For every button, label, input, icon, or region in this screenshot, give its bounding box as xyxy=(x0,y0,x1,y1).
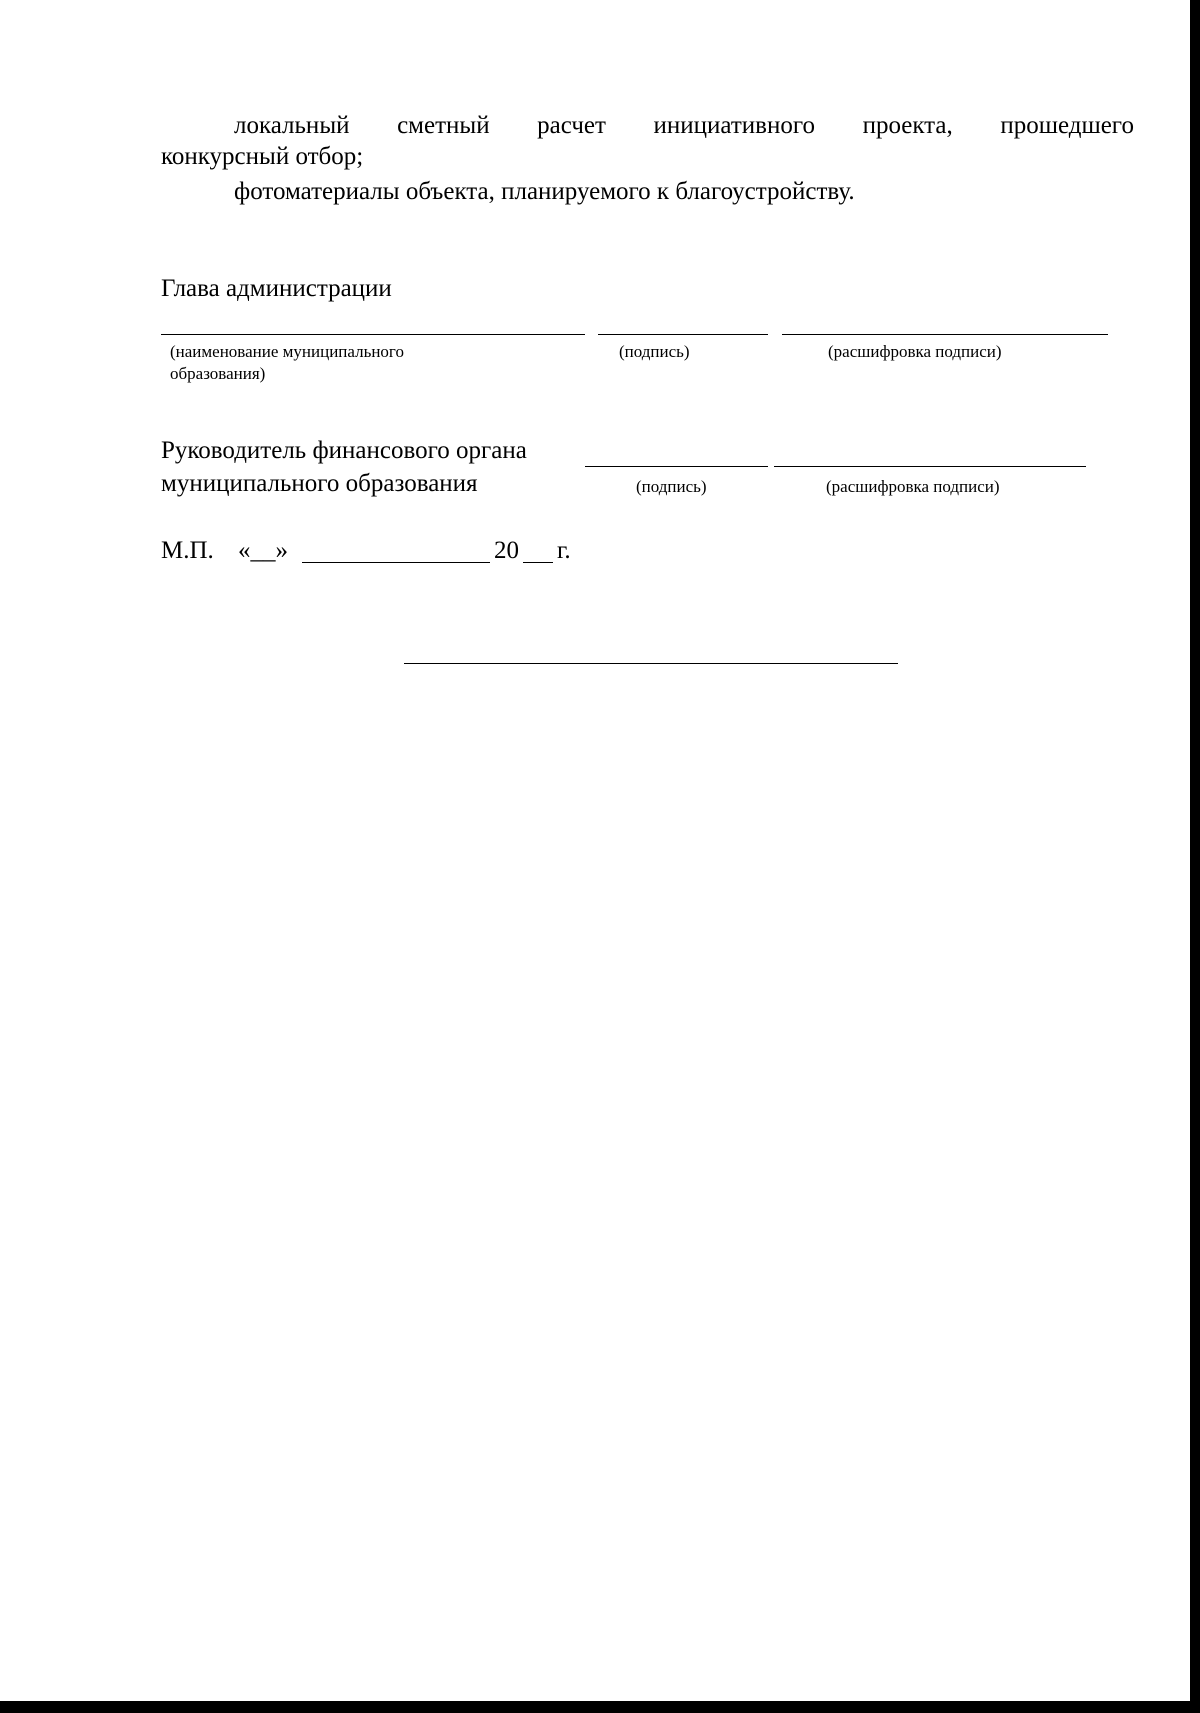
paragraph-line-2: конкурсный отбор; xyxy=(161,143,364,170)
finance-head-title-line-1: Руководитель финансового органа xyxy=(161,437,527,464)
paragraph-line-1 xyxy=(234,110,1134,142)
word: локальный xyxy=(234,112,350,139)
date-year-suffix: г. xyxy=(557,537,571,564)
finance-head-title-line-2: муниципального образования xyxy=(161,470,478,497)
scan-border-right xyxy=(1190,0,1200,1713)
date-month-line xyxy=(302,562,490,563)
word: прошедшего xyxy=(1000,112,1134,139)
signature-line xyxy=(598,334,768,335)
word: проекта, xyxy=(862,112,953,139)
finance-signature-decoding-line xyxy=(774,466,1086,467)
finance-caption-signature: (подпись) xyxy=(636,477,707,496)
word: инициативного xyxy=(653,112,815,139)
caption-signature-decoding: (расшифровка подписи) xyxy=(828,342,1002,361)
caption-signature: (подпись) xyxy=(619,342,690,361)
date-year-line xyxy=(523,562,553,563)
municipality-name-line xyxy=(161,334,585,335)
caption-municipality-name-2: образования) xyxy=(170,364,266,383)
scan-border-bottom xyxy=(0,1701,1200,1713)
finance-caption-signature-decoding: (расшифровка подписи) xyxy=(826,477,1000,496)
stamp-label: М.П. xyxy=(161,537,214,564)
date-day-field: «__» xyxy=(238,537,288,564)
word: сметный xyxy=(397,112,490,139)
end-of-document-separator xyxy=(404,663,898,664)
finance-signature-line xyxy=(585,466,768,467)
signature-decoding-line xyxy=(782,334,1108,335)
word: расчет xyxy=(537,112,606,139)
caption-municipality-name-1: (наименование муниципального xyxy=(170,342,404,361)
paragraph-photo-materials: фотоматериалы объекта, планируемого к благоустройству. xyxy=(234,178,855,205)
head-of-administration-title: Глава администрации xyxy=(161,275,392,302)
date-year-prefix: 20 xyxy=(494,537,519,564)
